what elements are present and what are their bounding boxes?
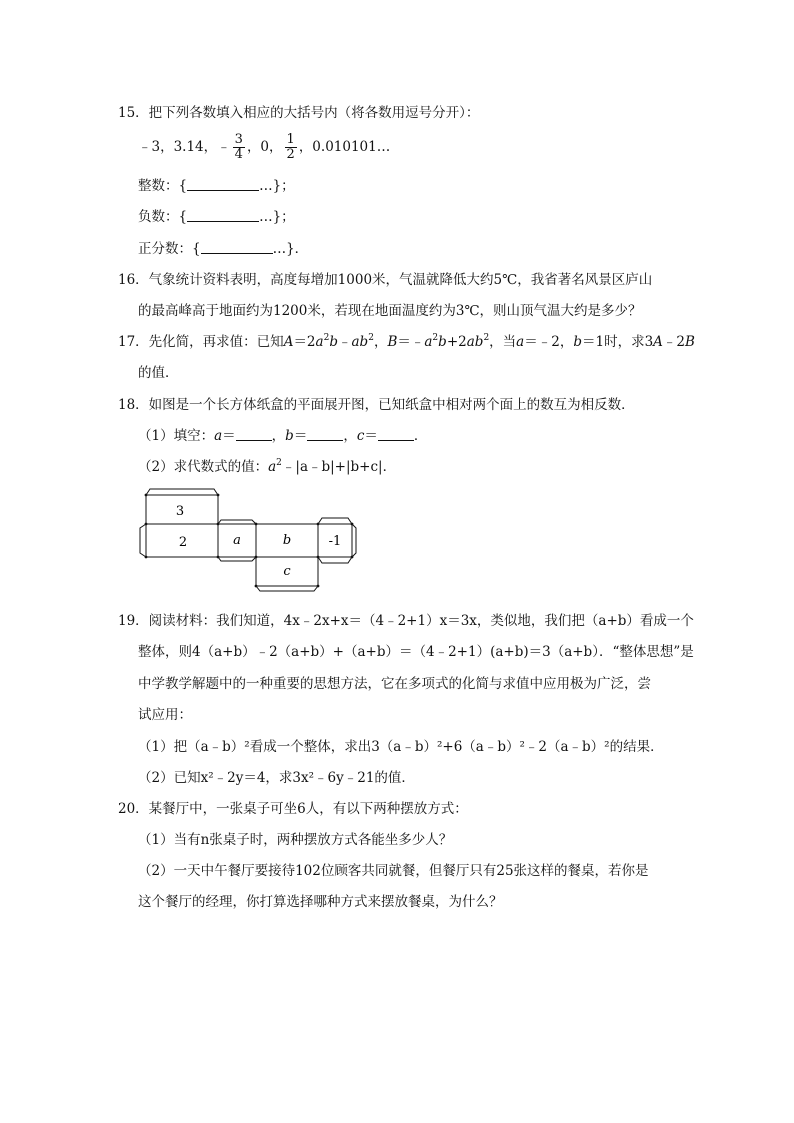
net-label-bottom: c [283,564,291,579]
net-label-a: a [233,533,241,548]
answer-blank [307,428,343,441]
q19-line4: 试应用： [138,707,192,723]
q15-numbers [138,128,390,166]
q18-title: 18．如图是一个长方体纸盒的平面展开图，已知纸盒中相对两个面上的数互为相反数． [118,397,635,413]
answer-blank [201,241,273,254]
q15-neg-sign: ﹣ [217,139,231,155]
q17-line1: 17．先化简，再求值：已知$A=2a^2b﹣ab^2$，$B=﹣a^2b+2ab^2$，当a＝﹣2，b＝1时，求3A﹣2B [118,333,695,350]
fraction-one-half: $\frac{1}{2}$ [286,132,295,162]
q15-title: 15．把下列各数填入相应的大括号内（将各数用逗号分开）： [118,105,480,121]
q16-line1: 16．气象统计资料表明，高度每增加1000米，气温就降低大约5℃，我省著名风景区庐山 [118,272,653,288]
net-label-left: 2 [178,535,188,550]
q20-sub1: （1）当有n张桌子时，两种摆放方式各能坐多少人？ [138,832,453,848]
answer-blank [378,428,414,441]
q18-sub1: （1）填空：a＝ ，b＝ ，c＝ ． [138,428,428,444]
net-label-top: 3 [175,504,185,519]
q15-nums-b: ，0.010101… [298,139,391,155]
q17-line2: 的值． [138,365,179,381]
fraction-three-quarters: $\frac{3}{4}$ [234,132,243,162]
q15-mid: ，0， [246,139,283,155]
q16-line2: 的最高峰高于地面约为1200米，若现在地面温度约为3℃，则山顶气温大约是多少？ [138,303,642,319]
q20-line1: 20．某餐厅中，一张桌子可坐6人，有以下两种摆放方式： [118,801,468,817]
q19-line3: 中学教学解题中的一种重要的思想方法，它在多项式的化简与求值中应用极为广泛，尝 [138,676,651,692]
q15-negative-row: 负数：{ …}； [138,209,295,225]
q19-sub1: （1）把（a﹣b）²看成一个整体，求出3（a﹣b）²+6（a﹣b）²﹣2（a﹣b）²的结果． [138,739,664,755]
q20-sub2-line1: （2）一天中午餐厅要接待102位顾客共同就餐，但餐厅只有25张这样的餐桌，若你是 [138,863,649,879]
q20-sub2-line2: 这个餐厅的经理，你打算选择哪种方式来摆放餐桌，为什么？ [138,894,503,910]
net-label-right: -1 [328,534,342,549]
q19-sub2: （2）已知x²﹣2y＝4，求3x²﹣6y﹣21的值． [138,770,415,786]
q15-integer-row: 整数：{ …}； [138,178,295,194]
q15-nums-a: ﹣3，3.14， [138,139,218,155]
q19-line1: 19．阅读材料：我们知道，4x﹣2x+x＝（4﹣2+1）x＝3x，类似地，我们把（a+b）看成一个 [118,613,694,629]
net-label-b: b [282,533,292,548]
box-net-diagram [130,485,370,595]
answer-blank [187,178,259,191]
q15-positive-fraction-row: 正分数：{ …}． [138,241,309,257]
q18-sub2: （2）求代数式的值：$a^2﹣|a﹣b|+|b+c|$． [138,458,397,475]
q19-line2: 整体，则4（a+b）﹣2（a+b）+（a+b）＝（4﹣2+1）(a+b)＝3（a+b）．“整体思想”是 [138,644,694,660]
answer-blank [187,209,259,222]
answer-blank [236,428,272,441]
